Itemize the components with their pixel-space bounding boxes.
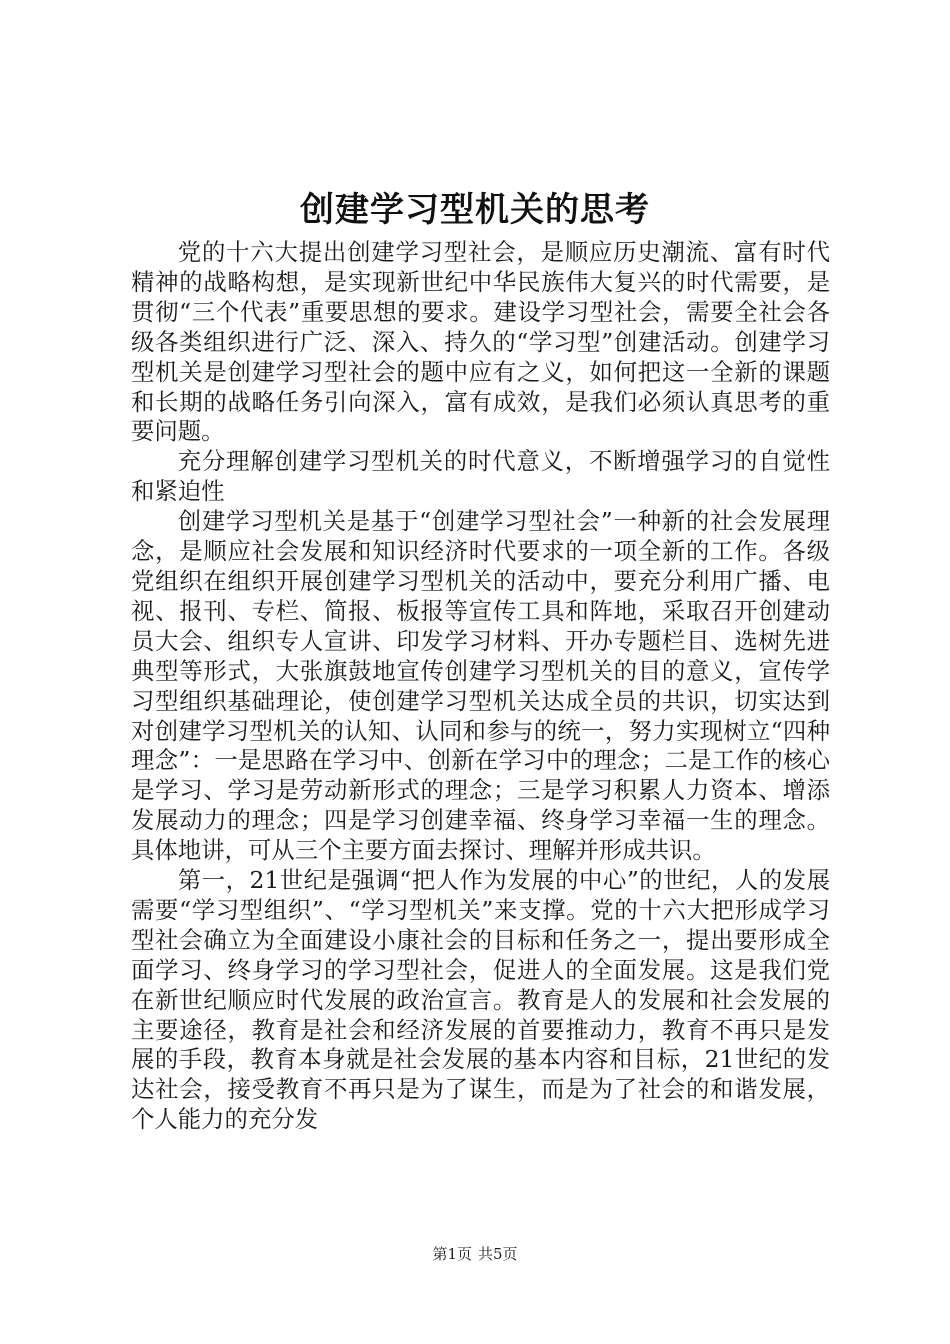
page-footer — [0, 1244, 950, 1264]
page-total: 共5页 — [478, 1245, 518, 1263]
page-number: 第1页 — [432, 1245, 472, 1263]
document-title: 创建学习型机关的思考 — [300, 190, 650, 230]
paragraph: 第一，21世纪是强调“把人作为发展的中心”的世纪，人的发展需要“学习型组织”、“学习型机关”来支撑。党的十六大把形成学习型社会确立为全面建设小康社会的目标和任务之一，提出要形成全面学习、终身学习的学习型社会，促进人的全面发展。这是我们党在新世纪顺应时代发展的政治宣言。教育是人的发展和社会发展的主要途径，教育是社会和经济发展的首要推动力，教育不再只是发展的手段，教育本身就是社会发展的基本内容和目标，21世纪的发达社会，接受教育不再只是为了谋生，而是为了社会的和谐发展，个人能力的充分发 — [131, 866, 830, 1134]
paragraph: 党的十六大提出创建学习型社会，是顺应历史潮流、富有时代精神的战略构想，是实现新世纪中华民族伟大复兴的时代需要，是贯彻“三个代表”重要思想的要求。建设学习型社会，需要全社会各级各类组织进行广泛、深入、持久的“学习型”创建活动。创建学习型机关是创建学习型社会的题中应有之义，如何把这一全新的课题和长期的战略任务引向深入，富有成效，是我们必须认真思考的重要问题。 — [131, 238, 830, 446]
section-heading: 充分理解创建学习型机关的时代意义，不断增强学习的自觉性和紧迫性 — [131, 447, 830, 506]
paragraph: 创建学习型机关是基于“创建学习型社会”一种新的社会发展理念，是顺应社会发展和知识经济时代要求的一项全新的工作。各级党组织在组织开展创建学习型机关的活动中，要充分利用广播、电视、报刊、专栏、简报、板报等宣传工具和阵地，采取召开创建动员大会、组织专人宣讲、印发学习材料、开办专题栏目、选树先进典型等形式，大张旗鼓地宣传创建学习型机关的目的意义，宣传学习型组织基础理论，使创建学习型机关达成全员的共识，切实达到对创建学习型机关的认知、认同和参与的统一，努力实现树立“四种理念”：一是思路在学习中、创新在学习中的理念；二是工作的核心是学习、学习是劳动新形式的理念；三是学习积累人力资本、增添发展动力的理念；四是学习创建幸福、终身学习幸福一生的理念。具体地讲，可从三个主要方面去探讨、理解并形成共识。 — [131, 507, 830, 865]
document-body — [131, 238, 830, 1135]
